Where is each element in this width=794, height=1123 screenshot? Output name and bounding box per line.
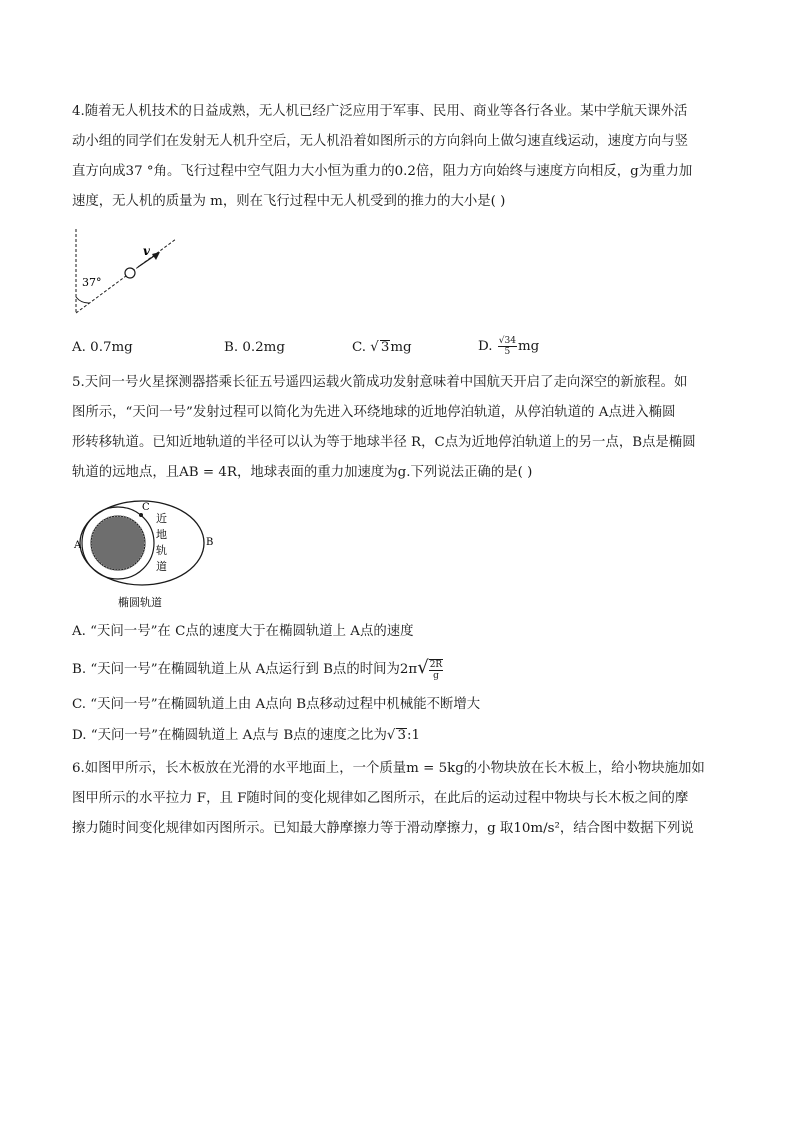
point-c-marker (139, 513, 143, 517)
q5-option-b-fraction (429, 659, 444, 681)
q4-option-b: B. 0.2mg (224, 340, 285, 355)
q5-option-b-denominator: g (433, 670, 439, 681)
drone-velocity-figure (70, 225, 185, 320)
q5-line-3: 形转移轨道。已知近地轨道的半径可以认为等于地球半径 R，C点为近地停泊轨道上的另一点，B点是椭圆 (72, 435, 696, 450)
label-c: C (142, 502, 150, 513)
near-orbit-char-2: 地 (156, 528, 167, 541)
q5-option-d-prefix: D. “天问一号”在椭圆轨道上 A点与 B点的速度之比为 (72, 728, 387, 743)
q5-option-d-radicand: 3 (397, 728, 406, 743)
q4-option-c-suffix: mg (390, 340, 412, 355)
drone-icon (125, 268, 135, 278)
q4-line-4: 速度，无人机的质量为 m，则在飞行过程中无人机受到的推力的大小是( ) (72, 194, 506, 209)
q5-option-d-suffix: :1 (407, 728, 421, 743)
q5-option-d (72, 727, 420, 745)
label-b: B (206, 537, 214, 548)
q4-option-c (352, 339, 412, 357)
q5-option-b-prefix: B. “天问一号”在椭圆轨道上从 A点运行到 B点的时间为2π (72, 662, 418, 677)
q4-option-c-radicand: 3 (380, 340, 390, 355)
q5-option-b-numerator: 2R (429, 659, 443, 670)
angle-label: 37° (82, 276, 102, 289)
q5-line-1: 5.天问一号火星探测器搭乘长征五号遥四运载火箭成功发射意味着中国航天开启了走向深空的新旅程。如 (72, 375, 688, 390)
q5-line-2: 图所示，“天问一号”发射过程可以简化为先进入环绕地球的近地停泊轨道，从停泊轨道的 A点进入椭圆 (72, 405, 676, 420)
q5-option-c: C. “天问一号”在椭圆轨道上由 A点向 B点移动过程中机械能不断增大 (72, 697, 481, 712)
label-a: A (74, 540, 82, 551)
q6-line-2: 图甲所示的水平拉力 F，且 F随时间的变化规律如乙图所示，在此后的运动过程中物块与长木板之间的摩 (72, 791, 689, 806)
q5-option-a: A. “天问一号”在 C点的速度大于在椭圆轨道上 A点的速度 (72, 624, 414, 639)
q4-line-1: 4.随着无人机技术的日益成熟，无人机已经广泛应用于军事、民用、商业等各行各业。某中学航天课外活 (72, 104, 688, 119)
angle-arc (76, 297, 89, 303)
near-orbit-char-4: 道 (156, 560, 167, 573)
q6-line-3: 擦力随时间变化规律如丙图所示。已知最大静摩擦力等于滑动摩擦力，g 取10m/s²，结合图中数据下列说 (72, 821, 694, 836)
orbit-caption: 椭圆轨道 (118, 596, 162, 609)
q4-option-a: A. 0.7mg (72, 340, 133, 355)
q4-option-d-numerator: √34 (498, 336, 516, 346)
sqrt-icon: √ (386, 728, 396, 743)
q4-option-c-prefix: C. (352, 340, 371, 355)
q5-option-b (72, 655, 444, 683)
sqrt-icon: √ (370, 340, 379, 355)
sqrt-icon: √ (417, 657, 429, 678)
q4-option-d-prefix: D. (478, 339, 497, 354)
near-orbit-char-1: 近 (156, 512, 167, 525)
q4-line-2: 动小组的同学们在发射无人机升空后，无人机沿着如图所示的方向斜向上做匀速直线运动，速度方向与竖 (72, 134, 688, 149)
q4-option-d-denominator: 5 (504, 347, 511, 357)
velocity-label: v (143, 244, 150, 258)
q4-option-d-suffix: mg (517, 339, 540, 354)
q6-line-1: 6.如图甲所示，长木板放在光滑的水平地面上，一个质量m = 5kg的小物块放在长木板上，给小物块施加如 (72, 761, 705, 776)
q5-line-4: 轨道的远地点，且AB = 4R，地球表面的重力加速度为g.下列说法正确的是( ) (72, 465, 533, 480)
orbit-figure (72, 498, 222, 613)
q4-line-3: 直方向成37 °角。飞行过程中空气阻力大小恒为重力的0.2倍，阻力方向始终与速度方向相反，g为重力加 (72, 164, 693, 179)
near-orbit-char-3: 轨 (156, 544, 167, 557)
q4-option-d-fraction (498, 336, 517, 357)
q4-option-d (478, 334, 539, 360)
